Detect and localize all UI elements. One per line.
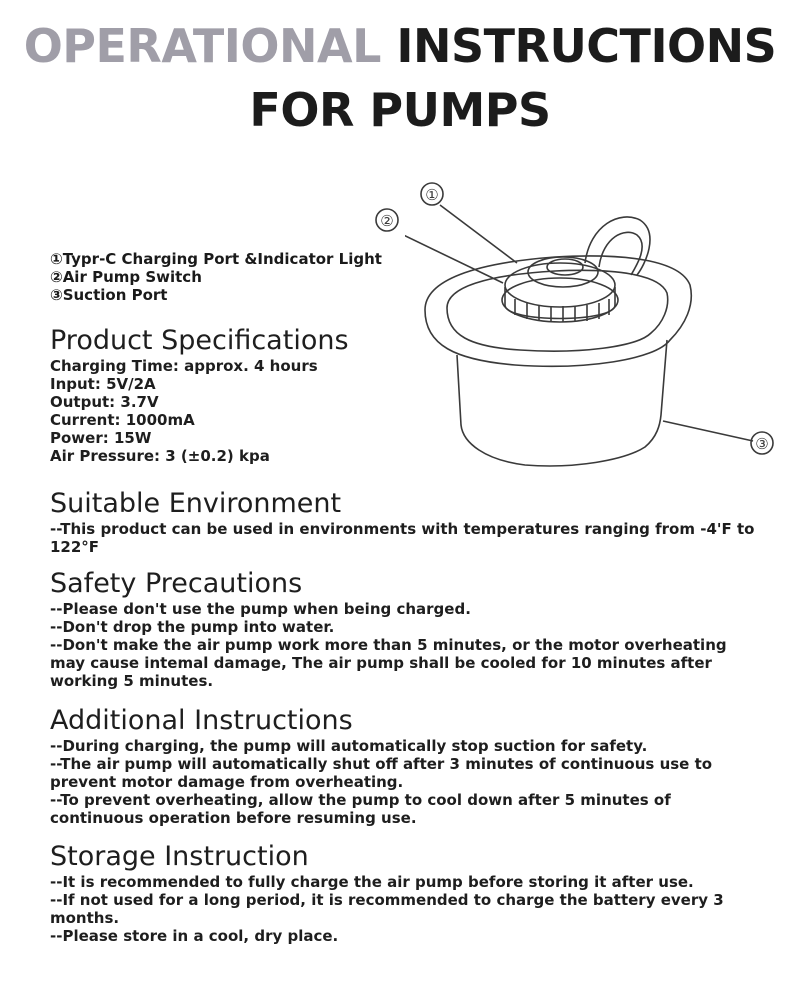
legend-item: ①Typr-C Charging Port &Indicator Light — [50, 250, 382, 268]
section-heading: Additional Instructions — [50, 705, 353, 736]
spec-line: Charging Time: approx. 4 hours — [50, 357, 318, 375]
section-heading: Storage Instruction — [50, 841, 309, 872]
callout1-label: ① — [425, 186, 439, 204]
pump-lid-inner — [447, 270, 668, 351]
storage-section — [50, 841, 760, 945]
callout3-leader — [663, 421, 753, 441]
callout1-leader — [440, 205, 517, 263]
section-heading: Safety Precautions — [50, 568, 303, 599]
title-line2: FOR PUMPS — [249, 83, 551, 137]
pump-body — [457, 340, 667, 466]
safety-line: --Don't make the air pump work more than 5 minutes, or the motor overheating may cause intemal damage, The air pump shall be cooled for 10 minutes after working 5 minutes. — [50, 636, 727, 690]
additional-line: --During charging, the pump will automatically stop suction for safety. — [50, 737, 648, 755]
safety-line: --Please don't use the pump when being charged. — [50, 600, 471, 618]
storage-line: --It is recommended to fully charge the air pump before storing it after use. — [50, 873, 694, 891]
section-heading: Product Specifications — [50, 325, 349, 356]
spec-line: Input: 5V/2A — [50, 375, 156, 393]
callout3-label: ③ — [755, 435, 769, 453]
page-title — [0, 14, 800, 142]
callout2-leader — [405, 230, 503, 283]
spec-line: Output: 3.7V — [50, 393, 159, 411]
spec-line: Current: 1000mA — [50, 411, 195, 429]
spec-line: Air Pressure: 3 (±0.2) kpa — [50, 447, 270, 465]
environment-section — [50, 488, 760, 556]
additional-line: --To prevent overheating, allow the pump to cool down after 5 minutes of continuous operation before resuming use. — [50, 791, 671, 827]
storage-line: --If not used for a long period, it is recommended to charge the battery every 3 months. — [50, 891, 724, 927]
component-legend — [50, 250, 382, 304]
pump-knob-button — [547, 259, 583, 275]
pump-lid-outer — [425, 256, 691, 366]
callout2-label: ② — [380, 212, 394, 230]
pump-knob-top — [505, 263, 615, 307]
callout2-marker — [372, 205, 402, 235]
title-part2: INSTRUCTIONS — [396, 19, 777, 73]
legend-item: ②Air Pump Switch — [50, 268, 202, 286]
environment-line: --This product can be used in environments with temperatures ranging from -4'F to 122°F — [50, 520, 755, 556]
pump-diagram — [405, 175, 795, 475]
additional-line: --The air pump will automatically shut off after 3 minutes of continuous use to prevent motor damage from overheating. — [50, 755, 713, 791]
section-heading: Suitable Environment — [50, 488, 342, 519]
pump-loop-inner — [599, 232, 642, 275]
title-part1: OPERATIONAL — [23, 19, 381, 73]
additional-section — [50, 705, 760, 827]
safety-line: --Don't drop the pump into water. — [50, 618, 335, 636]
safety-section — [50, 568, 760, 690]
spec-line: Power: 15W — [50, 429, 152, 447]
storage-line: --Please store in a cool, dry place. — [50, 927, 339, 945]
specs-section — [50, 325, 410, 465]
legend-item: ③Suction Port — [50, 286, 168, 304]
